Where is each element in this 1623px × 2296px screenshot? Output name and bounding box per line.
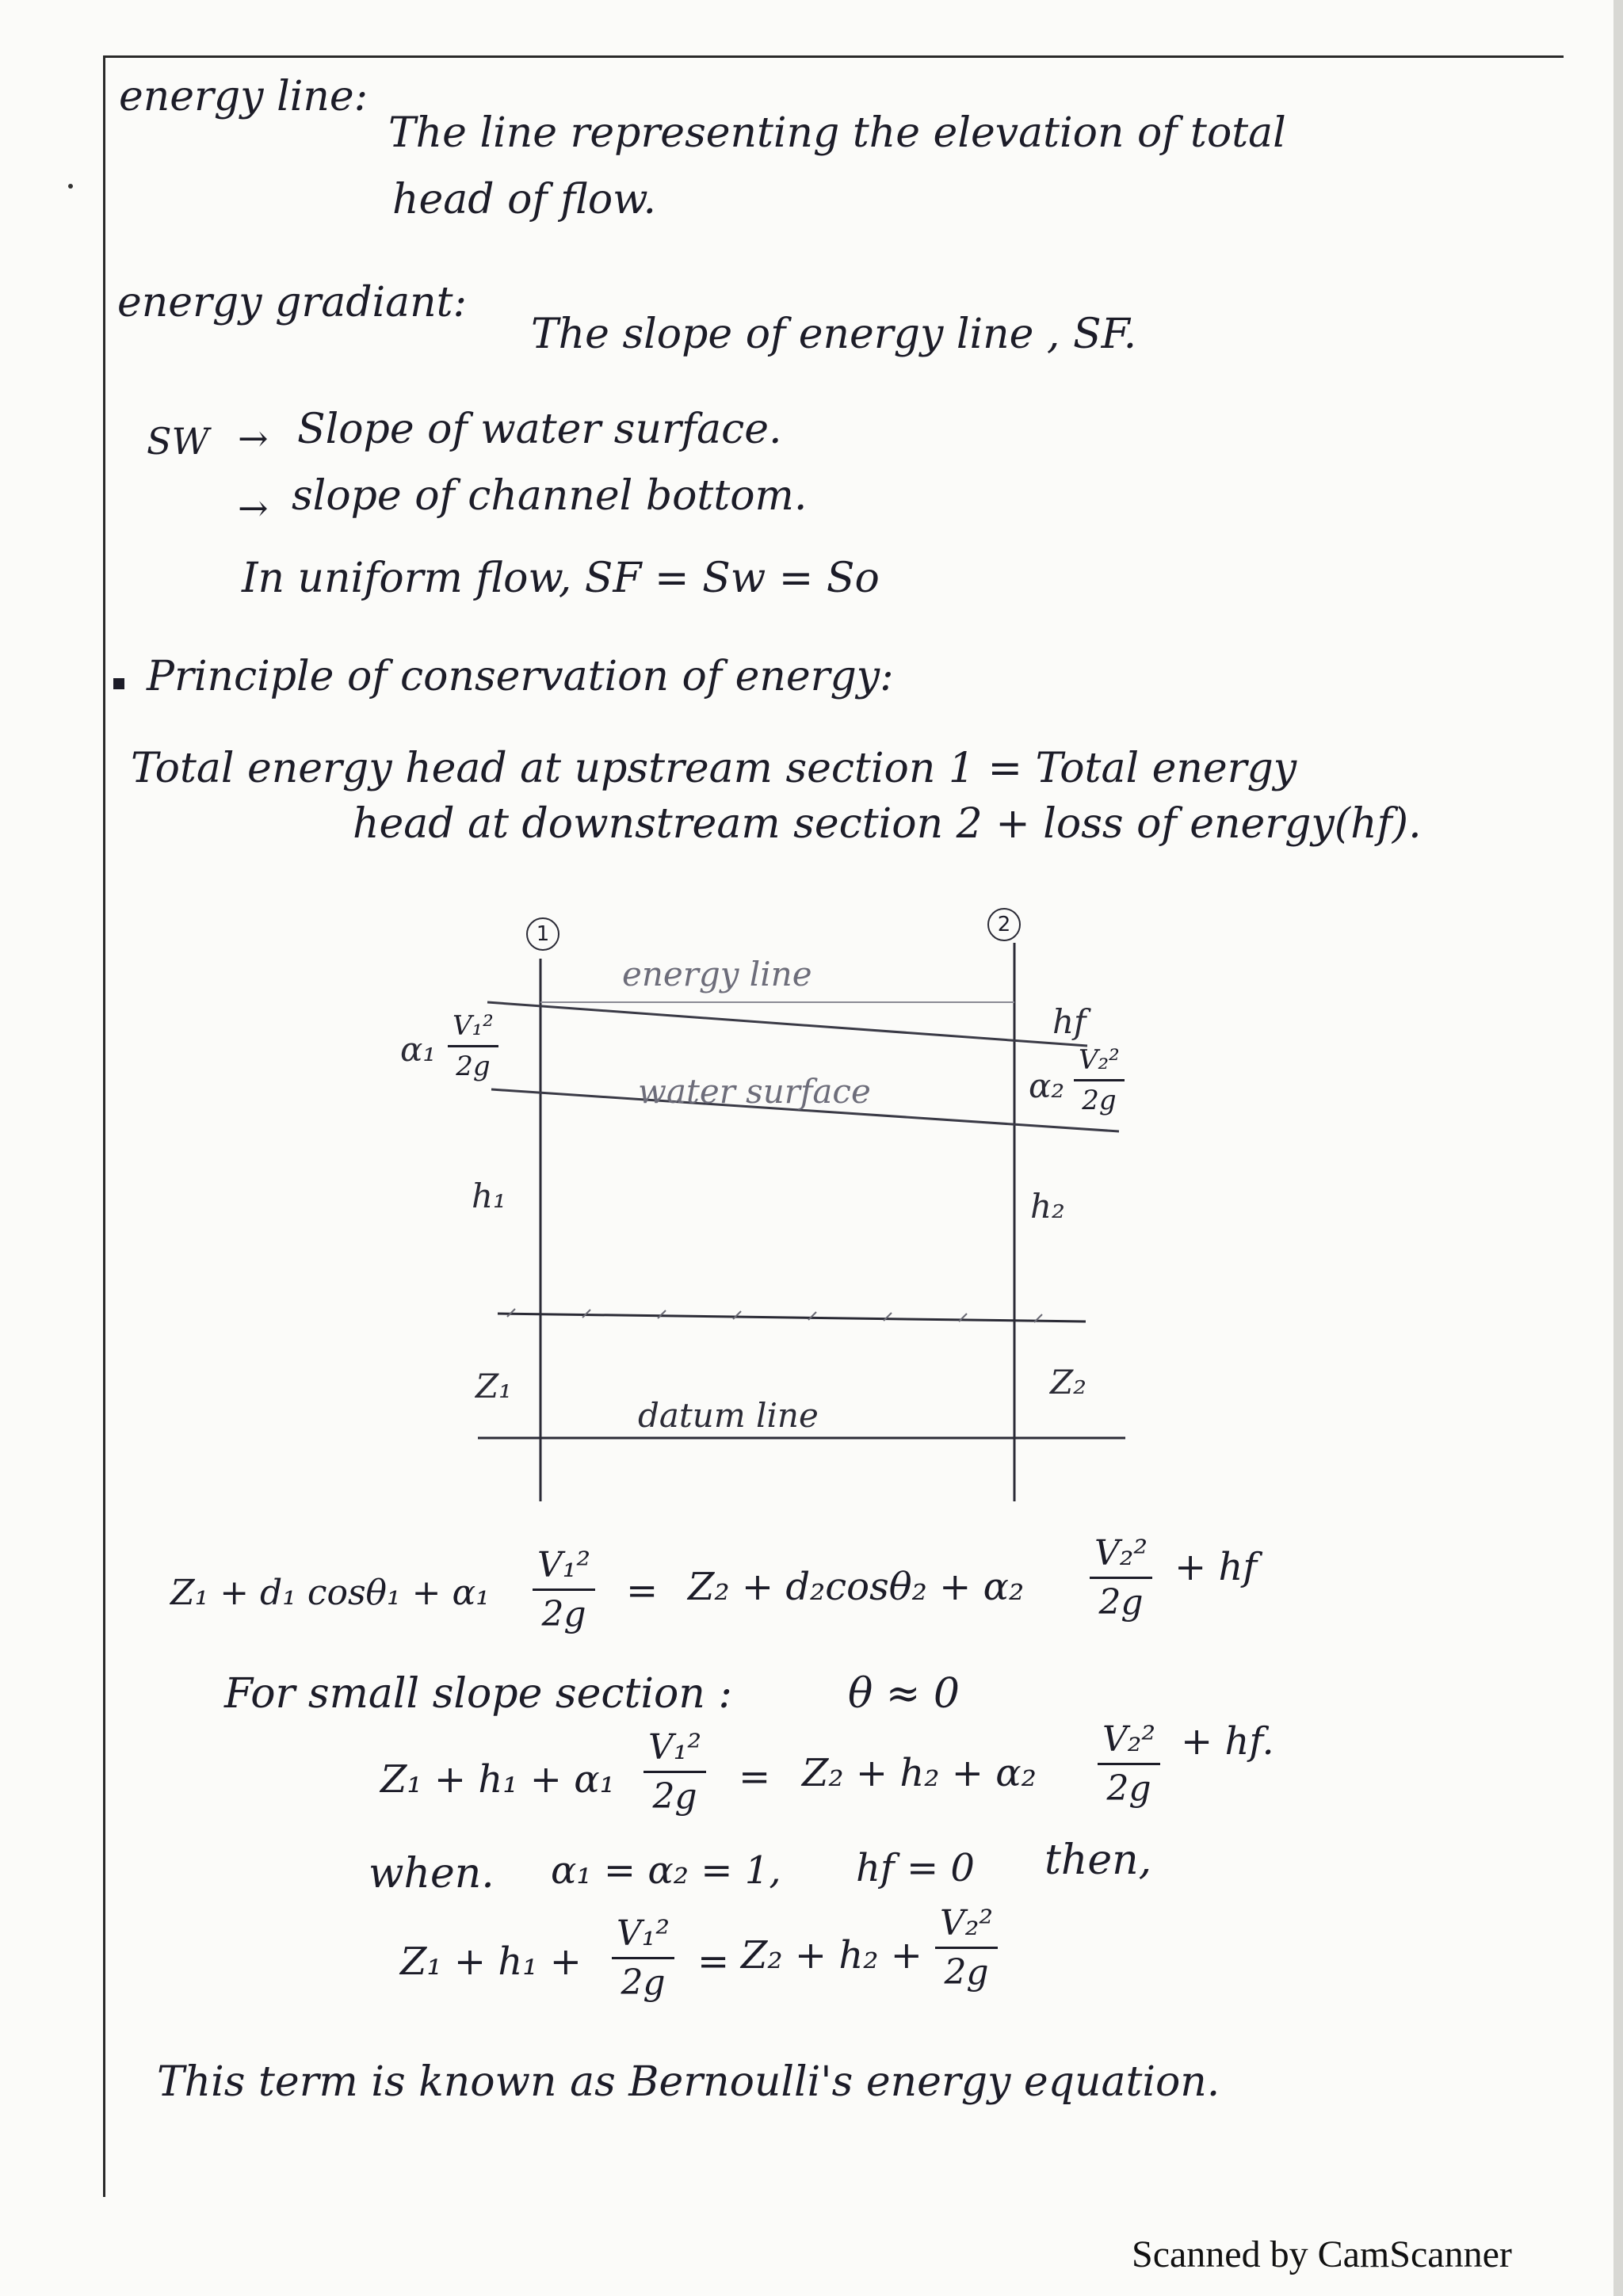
arrow-icon: → bbox=[238, 417, 269, 460]
equation1-rhs: Z₂ + d₂cosθ₂ + α₂ bbox=[688, 1565, 1025, 1609]
when-hf: hf = 0 bbox=[856, 1846, 975, 1890]
equation1-lhs: Z₁ + d₁ cosθ₁ + α₁ bbox=[170, 1573, 490, 1613]
equation1-tail: + hf bbox=[1174, 1545, 1258, 1589]
when-label: when. bbox=[369, 1850, 495, 1897]
diagram-z2: Z₂ bbox=[1050, 1363, 1087, 1402]
diagram-z1: Z₁ bbox=[475, 1367, 513, 1405]
section1-marker: 1 bbox=[526, 917, 559, 951]
energy-line-definition-2: head of flow. bbox=[392, 176, 657, 223]
principle-statement-2: head at downstream section 2 + loss of energy(hf). bbox=[353, 800, 1422, 848]
equation2-lhs: Z₁ + h₁ + α₁ bbox=[380, 1757, 615, 1802]
diagram-energy-line-label: energy line bbox=[622, 955, 812, 994]
diagram-water-surface-label: water surface bbox=[638, 1072, 871, 1111]
equation1-fraction-right: $\frac{\text{V₂²}}{2g}$ bbox=[1090, 1533, 1152, 1623]
diagram-datum-line-label: datum line bbox=[638, 1396, 819, 1435]
equation3-fraction-right: $\frac{\text{V₂²}}{2g}$ bbox=[935, 1903, 998, 1993]
diagram-hf-label: hf bbox=[1052, 1002, 1086, 1041]
diagram-v2-fraction: $\frac{\text{V₂²}}{2g}$ bbox=[1074, 1044, 1125, 1116]
footer-watermark: Scanned by CamScanner bbox=[1132, 2233, 1512, 2275]
equation2-tail: + hf. bbox=[1181, 1719, 1274, 1764]
then-label: then, bbox=[1044, 1836, 1152, 1884]
uniform-flow-statement: In uniform flow, SF = Sw = So bbox=[242, 555, 880, 602]
diagram-alpha2: α₂ bbox=[1029, 1066, 1065, 1105]
energy-gradient-heading: energy gradiant: bbox=[117, 279, 468, 326]
equation2-rhs: Z₂ + h₂ + α₂ bbox=[802, 1751, 1037, 1795]
energy-line-stroke bbox=[487, 1002, 1087, 1046]
when-alphas: α₁ = α₂ = 1, bbox=[551, 1848, 781, 1893]
diagram-v1-fraction: $\frac{\text{V₁²}}{2g}$ bbox=[448, 1010, 498, 1082]
equation2-fraction-right: $\frac{\text{V₂²}}{2g}$ bbox=[1098, 1719, 1160, 1809]
equation2-equals: = bbox=[739, 1755, 771, 1799]
small-slope-condition: θ ≈ 0 bbox=[848, 1670, 960, 1718]
diagram-alpha1: α₁ bbox=[400, 1030, 437, 1069]
energy-line-heading: energy line: bbox=[119, 73, 369, 120]
energy-line-definition-1: The line representing the elevation of total bbox=[388, 109, 1286, 157]
equation3-fraction-left: $\frac{\text{V₁²}}{2g}$ bbox=[612, 1913, 674, 2003]
section2-marker: 2 bbox=[987, 908, 1021, 941]
diagram-h1: h₁ bbox=[472, 1177, 506, 1215]
diagram-h2: h₂ bbox=[1030, 1187, 1065, 1226]
so-text: slope of channel bottom. bbox=[292, 472, 808, 520]
equation3-lhs: Z₁ + h₁ + bbox=[400, 1939, 582, 1984]
sw-symbol: SW bbox=[147, 420, 209, 463]
equation3-rhs: Z₂ + h₂ + bbox=[741, 1933, 922, 1978]
energy-gradient-definition: The slope of energy line , SF. bbox=[531, 311, 1137, 358]
sw-text: Slope of water surface. bbox=[297, 406, 782, 453]
small-slope-label: For small slope section : bbox=[224, 1670, 732, 1718]
conclusion-text: This term is known as Bernoulli's energy equation. bbox=[157, 2058, 1220, 2106]
equation3-equals: = bbox=[697, 1939, 730, 1984]
equation1-equals: = bbox=[626, 1569, 659, 1613]
arrow-icon: → bbox=[238, 486, 269, 529]
equation1-fraction-left: $\frac{\text{V₁²}}{2g}$ bbox=[533, 1545, 595, 1634]
principle-heading: Principle of conservation of energy: bbox=[147, 653, 894, 700]
equation2-fraction-left: $\frac{\text{V₁²}}{2g}$ bbox=[643, 1727, 706, 1817]
principle-statement-1: Total energy head at upstream section 1 = Total energy bbox=[131, 745, 1297, 792]
